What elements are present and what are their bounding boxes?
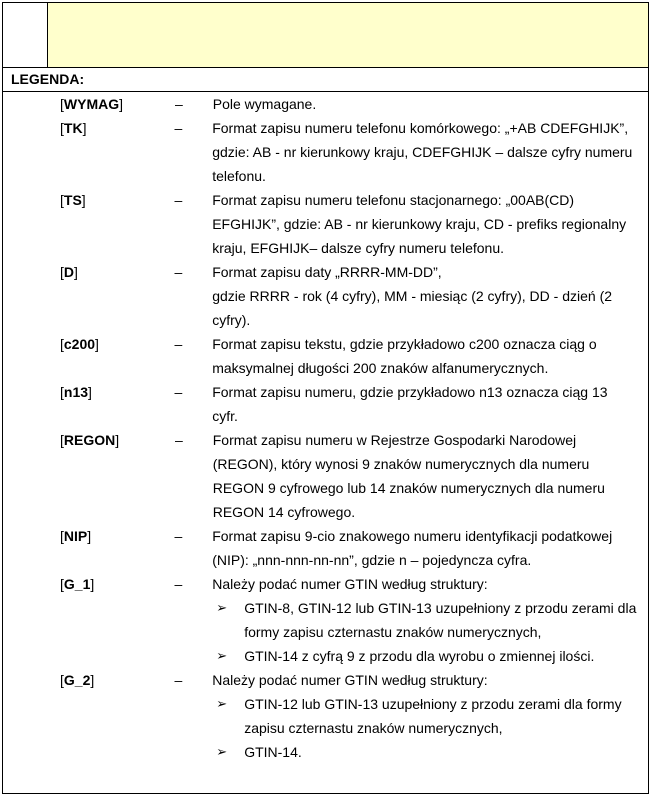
bullet-line: GTIN-14 z cyfrą 9 z przodu dla wyrobu o zmiennej ilości.: [244, 648, 595, 664]
bullet-line: zapisu czternastu znaków numerycznych,: [244, 720, 503, 736]
bullet-line: formy zapisu czternastu znaków numerycznych,: [244, 624, 542, 640]
legend-dash: –: [174, 120, 183, 136]
legend-entry-wymag: [3, 92, 648, 116]
bullet-item: [212, 596, 648, 644]
legend-dash: –: [174, 264, 183, 280]
legend-dash: –: [175, 432, 183, 448]
legend-entry-g-1: [3, 572, 648, 668]
legend-code-text: TK: [63, 120, 83, 136]
description-line: Należy podać numer GTIN według struktury:: [212, 672, 488, 688]
legend-code-text: TS: [63, 192, 82, 208]
description-line: (REGON), który wynosi 9 znaków numerycznych dla numeru: [212, 456, 590, 472]
description-line: kraju, EFGHIJK– dalsze cyfry numeru telefonu.: [212, 240, 504, 256]
legend-title: LEGENDA:: [11, 71, 85, 87]
arrow-bullet-icon: ➢: [216, 600, 228, 615]
description-line: EFGHIJK”, gdzie: AB - nr kierunkowy kraju, CD - prefiks regionalny: [212, 216, 627, 232]
legend-dash: –: [174, 336, 183, 352]
description-line: REGON 9 cyfrowego lub 14 znaków numerycznych dla numeru: [212, 480, 605, 496]
legend-code: [G_2]: [60, 672, 95, 688]
legend-code-text: n13: [63, 384, 89, 400]
description-line: Należy podać numer GTIN według struktury:: [212, 576, 488, 592]
legend-description: [198, 524, 648, 572]
legend-entry-c200: [3, 332, 648, 380]
arrow-bullet-icon: ➢: [216, 648, 228, 663]
description-line: REGON 14 cyfrowego.: [212, 504, 356, 520]
description-line: Format zapisu tekstu, gdzie przykładowo c200 oznacza ciąg o: [212, 336, 597, 352]
bullet-line: GTIN-14.: [244, 744, 302, 760]
legend-entry-d: [3, 260, 648, 332]
description-line: Format zapisu daty „RRRR-MM-DD”,: [212, 264, 442, 280]
header-row: [2, 2, 649, 68]
description-line: cyfr.: [212, 408, 238, 424]
legend-code: [REGON]: [60, 432, 120, 448]
bullet-text: [240, 644, 648, 668]
arrow-bullet-icon: ➢: [216, 696, 228, 711]
bullet-line: GTIN-8, GTIN-12 lub GTIN-13 uzupełniony z przodu zerami dla: [244, 600, 637, 616]
legend-code-text: G_2: [63, 672, 91, 688]
legend-code: [D]: [60, 264, 78, 280]
legend-dash: –: [174, 384, 183, 400]
legend-box: [2, 67, 649, 794]
description-line: gdzie: AB - nr kierunkowy kraju, CDEFGHIJK – dalsze cyfry numeru: [212, 144, 633, 160]
legend-description: [198, 332, 648, 380]
description-line: Format zapisu numeru telefonu komórkowego: „+AB CDEFGHIJK”,: [212, 120, 629, 136]
legend-code-text: REGON: [63, 432, 116, 448]
legend-entries: [3, 92, 648, 764]
legend-code-text: NIP: [63, 528, 88, 544]
legend-code: [NIP]: [60, 528, 92, 544]
legend-description: [198, 380, 648, 428]
legend-code: [WYMAG]: [60, 96, 123, 112]
legend-entry-nip: [3, 524, 648, 572]
legend-entry-g-2: [3, 668, 648, 764]
legend-code: [G_1]: [60, 576, 95, 592]
header-highlight-cell: [48, 3, 648, 67]
bullet-item: [212, 740, 648, 764]
description-line: Format zapisu numeru, gdzie przykładowo n13 oznacza ciąg 13: [212, 384, 608, 400]
description-line: maksymalnej długości 200 znaków alfanumerycznych.: [212, 360, 549, 376]
legend-dash: –: [174, 192, 183, 208]
legend-description: [198, 116, 648, 188]
description-line: Format zapisu numeru w Rejestrze Gospodarki Narodowej: [212, 432, 577, 448]
legend-header: [3, 67, 648, 92]
legend-code: [TS]: [60, 192, 86, 208]
bullet-text: [240, 740, 648, 764]
description-line: Format zapisu numeru telefonu stacjonarnego: „00AB(CD): [212, 192, 575, 208]
bullet-text: [240, 596, 648, 644]
legend-code-text: G_1: [63, 576, 91, 592]
bullet-item: [212, 692, 648, 740]
header-left-cell: [3, 3, 48, 67]
legend-description: [198, 668, 648, 764]
legend-dash: –: [175, 96, 183, 112]
legend-entry-ts: [3, 188, 648, 260]
legend-code: [TK]: [60, 120, 87, 136]
description-line: telefonu.: [212, 168, 266, 184]
legend-code-text: D: [63, 264, 75, 280]
bullet-list: [212, 596, 648, 668]
bullet-line: GTIN-12 lub GTIN-13 uzupełniony z przodu zerami dla formy: [244, 696, 622, 712]
description-line: Format zapisu 9-cio znakowego numeru identyfikacji podatkowej: [212, 528, 613, 544]
legend-code: [n13]: [60, 384, 92, 400]
legend-dash: –: [174, 672, 183, 688]
description-line: cyfry).: [212, 312, 251, 328]
legend-description: [199, 92, 648, 116]
bullet-list: [212, 692, 648, 764]
description-line: Pole wymagane.: [212, 96, 317, 112]
legend-entry-tk: [3, 116, 648, 188]
arrow-bullet-icon: ➢: [216, 744, 228, 759]
legend-entry-regon: [3, 428, 648, 524]
legend-dash: –: [174, 528, 183, 544]
legend-code: [c200]: [60, 336, 99, 352]
legend-dash: –: [174, 576, 183, 592]
legend-description: [199, 428, 648, 524]
legend-code-text: c200: [63, 336, 96, 352]
legend-description: [198, 572, 648, 668]
bullet-item: [212, 644, 648, 668]
legend-code-text: WYMAG: [63, 96, 120, 112]
description-line: gdzie RRRR - rok (4 cyfry), MM - miesiąc (2 cyfry), DD - dzień (2: [212, 288, 613, 304]
description-line: (NIP): „nnn-nnn-nn-nn”, gdzie n – pojedyncza cyfra.: [212, 552, 532, 568]
legend-entry-n13: [3, 380, 648, 428]
legend-description: [198, 188, 648, 260]
legend-description: [198, 260, 648, 332]
bullet-text: [240, 692, 648, 740]
